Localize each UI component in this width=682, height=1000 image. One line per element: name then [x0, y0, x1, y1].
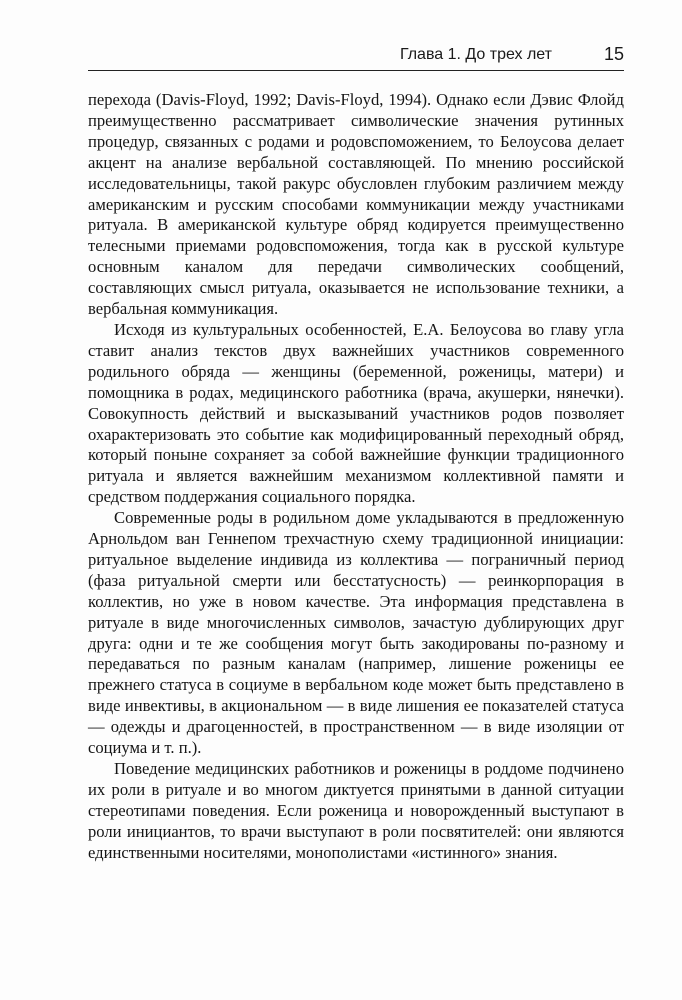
running-head: Глава 1. До трех лет — [399, 46, 552, 63]
paragraph-3: Современные роды в родильном доме укладываются в предложенную Арнольдом ван Геннепом трехчастную схему традиционной инициации: ритуальное выделение индивида из коллектива — пограничный период (фаза ритуальной смерти или бесстатусность) — реинкорпорация в коллектив, но уже в новом качестве. Эта информация представлена в ритуале в виде многочисленных символов, зачастую дублирующих друг друга: одни и те же сообщения могут быть закодированы по-разному и передаваться по разным каналам (например, лишение роженицы ее прежнего статуса в социуме в вербальном коде может быть представлено в виде инвективы, в акциональном — в виде лишения ее показателей статуса — одежды и драгоценностей, в пространственном — в виде изоляции от социума и т. п.). — [88, 508, 624, 758]
body-text — [88, 90, 624, 864]
header-rule — [88, 70, 624, 71]
paragraph-4: Поведение медицинских работников и роженицы в роддоме подчинено их роли в ритуале и во многом диктуется принятыми в данной ситуации стереотипами поведения. Если роженица и новорожденный выступают в роли инициантов, то врачи выступают в роли посвятителей: они являются единственными носителями, монополистами «истинного» знания. — [88, 759, 624, 862]
paragraph-1: перехода (Davis-Floyd, 1992; Davis-Floyd, 1994). Однако если Дэвис Флойд преимущественно рассматривает символические значения рутинных процедур, связанных с родами и родовспоможением, то Белоусова делает акцент на анализе вербальной составляющей. По мнению российской исследовательницы, такой ракурс обусловлен глубоким различием между американским и русским способами коммуникации между участниками ритуала. В американской культуре обряд кодируется преимущественно телесными приемами родовспоможения, тогда как в русской культуре основным каналом для передачи символических сообщений, составляющих смысл ритуала, оказывается не использование техники, а вербальная коммуникация. — [88, 90, 624, 319]
page-header — [88, 40, 624, 74]
paragraph-2: Исходя из культуральных особенностей, Е.А. Белоусова во главу угла ставит анализ текстов двух важнейших участников современного родильного обряда — женщины (беременной, роженицы, матери) и помощника в родах, медицинского работника (врача, акушерки, нянечки). Совокупность действий и высказываний участников родов позволяет охарактеризовать это событие как модифицированный переходный обряд, который поныне сохраняет за собой важнейшие функции традиционного ритуала и является важнейшим механизмом коллективной памяти и средством поддержания социального порядка. — [88, 319, 624, 507]
page-number: 15 — [603, 44, 624, 64]
